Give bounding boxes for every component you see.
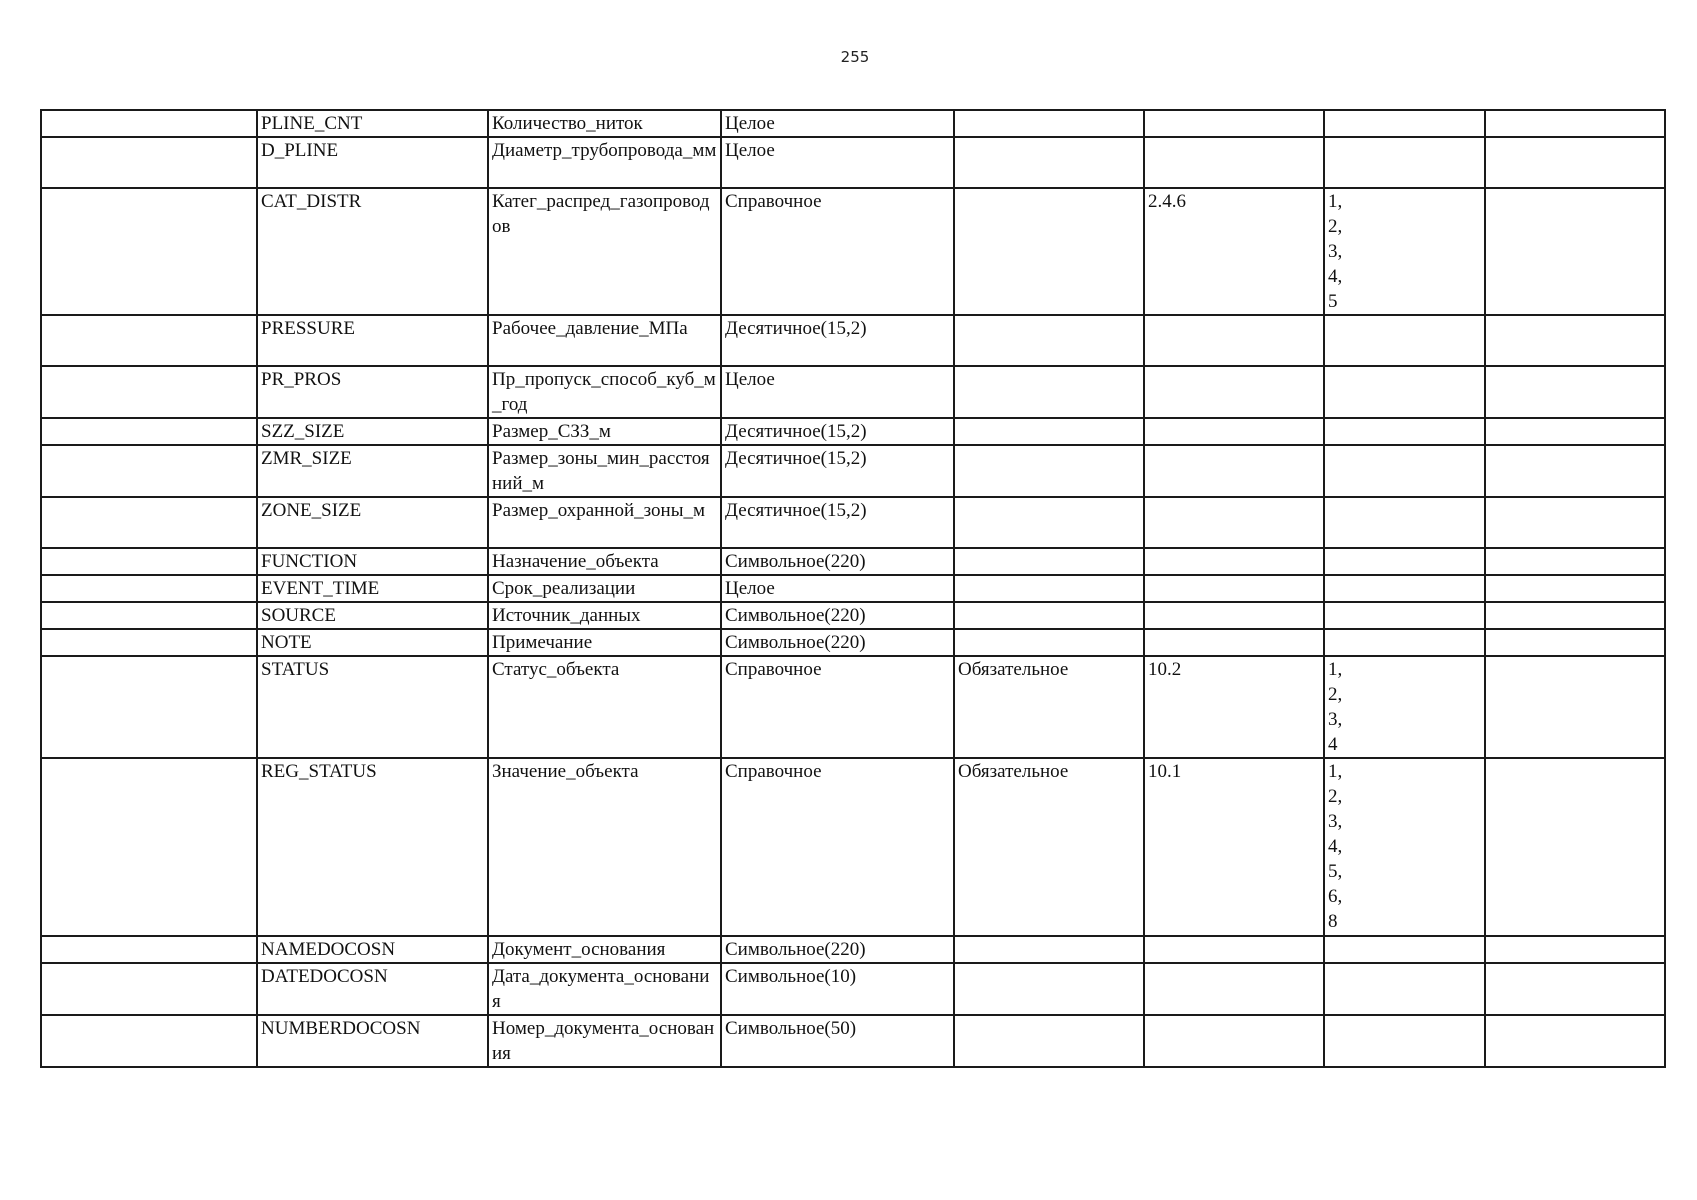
table-row: [41, 936, 1665, 963]
field-name-cell: Размер_СЗЗ_м: [488, 418, 721, 445]
field-type-cell: Десятичное(15,2): [721, 418, 954, 445]
required-cell: [954, 548, 1144, 575]
empty-cell: [1485, 1015, 1665, 1067]
empty-cell: [1485, 629, 1665, 656]
field-name-cell: Катег_распред_газопроводов: [488, 188, 721, 315]
empty-cell: [41, 1015, 257, 1067]
empty-cell: [41, 366, 257, 418]
table-row: [41, 758, 1665, 936]
reference-cell: 10.2: [1144, 656, 1324, 758]
attribute-table: [40, 109, 1666, 1068]
field-code-cell: NAMEDOCOSN: [257, 936, 488, 963]
reference-cell: 10.1: [1144, 758, 1324, 936]
allowed-values-cell: 1, 2, 3, 4, 5: [1324, 188, 1485, 315]
field-name-cell: Источник_данных: [488, 602, 721, 629]
field-code-cell: ZONE_SIZE: [257, 497, 488, 548]
field-type-cell: Символьное(50): [721, 1015, 954, 1067]
field-type-cell: Справочное: [721, 758, 954, 936]
page-number: 255: [840, 48, 870, 66]
field-name-cell: Пр_пропуск_способ_куб_м_год: [488, 366, 721, 418]
required-cell: [954, 963, 1144, 1015]
field-name-cell: Статус_объекта: [488, 656, 721, 758]
required-cell: [954, 445, 1144, 497]
field-code-cell: SOURCE: [257, 602, 488, 629]
allowed-values-cell: [1324, 575, 1485, 602]
table-row: [41, 445, 1665, 497]
required-cell: [954, 497, 1144, 548]
field-name-cell: Документ_основания: [488, 936, 721, 963]
table-row: [41, 366, 1665, 418]
table-row: [41, 963, 1665, 1015]
allowed-values-cell: [1324, 445, 1485, 497]
empty-cell: [41, 548, 257, 575]
table-row: [41, 188, 1665, 315]
reference-cell: [1144, 548, 1324, 575]
required-cell: [954, 418, 1144, 445]
reference-cell: [1144, 575, 1324, 602]
field-code-cell: PRESSURE: [257, 315, 488, 366]
allowed-values-cell: [1324, 548, 1485, 575]
empty-cell: [41, 656, 257, 758]
field-code-cell: EVENT_TIME: [257, 575, 488, 602]
field-name-cell: Номер_документа_основания: [488, 1015, 721, 1067]
field-code-cell: PLINE_CNT: [257, 110, 488, 137]
field-code-cell: FUNCTION: [257, 548, 488, 575]
required-cell: [954, 137, 1144, 188]
field-name-cell: Дата_документа_основания: [488, 963, 721, 1015]
allowed-values-cell: [1324, 137, 1485, 188]
allowed-values-cell: [1324, 366, 1485, 418]
field-type-cell: Символьное(220): [721, 936, 954, 963]
empty-cell: [1485, 758, 1665, 936]
reference-cell: [1144, 137, 1324, 188]
reference-cell: [1144, 602, 1324, 629]
field-type-cell: Целое: [721, 575, 954, 602]
field-type-cell: Символьное(220): [721, 629, 954, 656]
reference-cell: [1144, 445, 1324, 497]
empty-cell: [41, 629, 257, 656]
empty-cell: [1485, 418, 1665, 445]
empty-cell: [41, 110, 257, 137]
required-cell: Обязательное: [954, 758, 1144, 936]
field-code-cell: ZMR_SIZE: [257, 445, 488, 497]
field-type-cell: Символьное(220): [721, 548, 954, 575]
empty-cell: [1485, 548, 1665, 575]
table-row: [41, 418, 1665, 445]
reference-cell: [1144, 418, 1324, 445]
field-code-cell: STATUS: [257, 656, 488, 758]
reference-cell: [1144, 1015, 1324, 1067]
empty-cell: [1485, 137, 1665, 188]
empty-cell: [1485, 936, 1665, 963]
field-code-cell: NOTE: [257, 629, 488, 656]
field-type-cell: Целое: [721, 366, 954, 418]
reference-cell: [1144, 936, 1324, 963]
field-type-cell: Десятичное(15,2): [721, 497, 954, 548]
allowed-values-cell: [1324, 110, 1485, 137]
empty-cell: [1485, 575, 1665, 602]
field-type-cell: Целое: [721, 137, 954, 188]
allowed-values-cell: 1, 2, 3, 4, 5, 6, 8: [1324, 758, 1485, 936]
required-cell: [954, 629, 1144, 656]
reference-cell: [1144, 366, 1324, 418]
required-cell: [954, 936, 1144, 963]
empty-cell: [1485, 366, 1665, 418]
required-cell: [954, 575, 1144, 602]
empty-cell: [41, 445, 257, 497]
required-cell: [954, 1015, 1144, 1067]
required-cell: [954, 315, 1144, 366]
reference-cell: [1144, 315, 1324, 366]
field-name-cell: Рабочее_давление_МПа: [488, 315, 721, 366]
empty-cell: [41, 575, 257, 602]
allowed-values-cell: [1324, 1015, 1485, 1067]
table-row: [41, 315, 1665, 366]
field-type-cell: Символьное(10): [721, 963, 954, 1015]
empty-cell: [1485, 445, 1665, 497]
table-row: [41, 137, 1665, 188]
field-code-cell: NUMBERDOCOSN: [257, 1015, 488, 1067]
required-cell: Обязательное: [954, 656, 1144, 758]
empty-cell: [1485, 315, 1665, 366]
allowed-values-cell: [1324, 936, 1485, 963]
empty-cell: [41, 602, 257, 629]
reference-cell: [1144, 110, 1324, 137]
table-row: [41, 602, 1665, 629]
empty-cell: [1485, 963, 1665, 1015]
table-row: [41, 1015, 1665, 1067]
empty-cell: [41, 418, 257, 445]
field-type-cell: Справочное: [721, 188, 954, 315]
table-row: [41, 110, 1665, 137]
empty-cell: [1485, 188, 1665, 315]
allowed-values-cell: [1324, 418, 1485, 445]
allowed-values-cell: [1324, 963, 1485, 1015]
field-type-cell: Символьное(220): [721, 602, 954, 629]
field-code-cell: DATEDOCOSN: [257, 963, 488, 1015]
field-type-cell: Десятичное(15,2): [721, 445, 954, 497]
empty-cell: [1485, 497, 1665, 548]
reference-cell: [1144, 963, 1324, 1015]
empty-cell: [1485, 656, 1665, 758]
field-code-cell: SZZ_SIZE: [257, 418, 488, 445]
empty-cell: [1485, 110, 1665, 137]
field-name-cell: Срок_реализации: [488, 575, 721, 602]
required-cell: [954, 188, 1144, 315]
table-row: [41, 497, 1665, 548]
empty-cell: [41, 497, 257, 548]
allowed-values-cell: [1324, 315, 1485, 366]
field-name-cell: Количество_ниток: [488, 110, 721, 137]
field-name-cell: Диаметр_трубопровода_мм: [488, 137, 721, 188]
empty-cell: [1485, 602, 1665, 629]
field-name-cell: Размер_зоны_мин_расстояний_м: [488, 445, 721, 497]
table-row: [41, 548, 1665, 575]
field-code-cell: REG_STATUS: [257, 758, 488, 936]
allowed-values-cell: [1324, 602, 1485, 629]
allowed-values-cell: [1324, 497, 1485, 548]
allowed-values-cell: 1, 2, 3, 4: [1324, 656, 1485, 758]
required-cell: [954, 602, 1144, 629]
field-code-cell: CAT_DISTR: [257, 188, 488, 315]
empty-cell: [41, 963, 257, 1015]
table-row: [41, 629, 1665, 656]
reference-cell: [1144, 497, 1324, 548]
field-code-cell: D_PLINE: [257, 137, 488, 188]
field-name-cell: Примечание: [488, 629, 721, 656]
required-cell: [954, 110, 1144, 137]
field-type-cell: Десятичное(15,2): [721, 315, 954, 366]
field-name-cell: Размер_охранной_зоны_м: [488, 497, 721, 548]
field-type-cell: Справочное: [721, 656, 954, 758]
field-name-cell: Значение_объекта: [488, 758, 721, 936]
table-row: [41, 656, 1665, 758]
empty-cell: [41, 758, 257, 936]
field-type-cell: Целое: [721, 110, 954, 137]
field-code-cell: PR_PROS: [257, 366, 488, 418]
required-cell: [954, 366, 1144, 418]
empty-cell: [41, 137, 257, 188]
empty-cell: [41, 188, 257, 315]
empty-cell: [41, 315, 257, 366]
table-row: [41, 575, 1665, 602]
allowed-values-cell: [1324, 629, 1485, 656]
field-name-cell: Назначение_объекта: [488, 548, 721, 575]
reference-cell: 2.4.6: [1144, 188, 1324, 315]
reference-cell: [1144, 629, 1324, 656]
empty-cell: [41, 936, 257, 963]
